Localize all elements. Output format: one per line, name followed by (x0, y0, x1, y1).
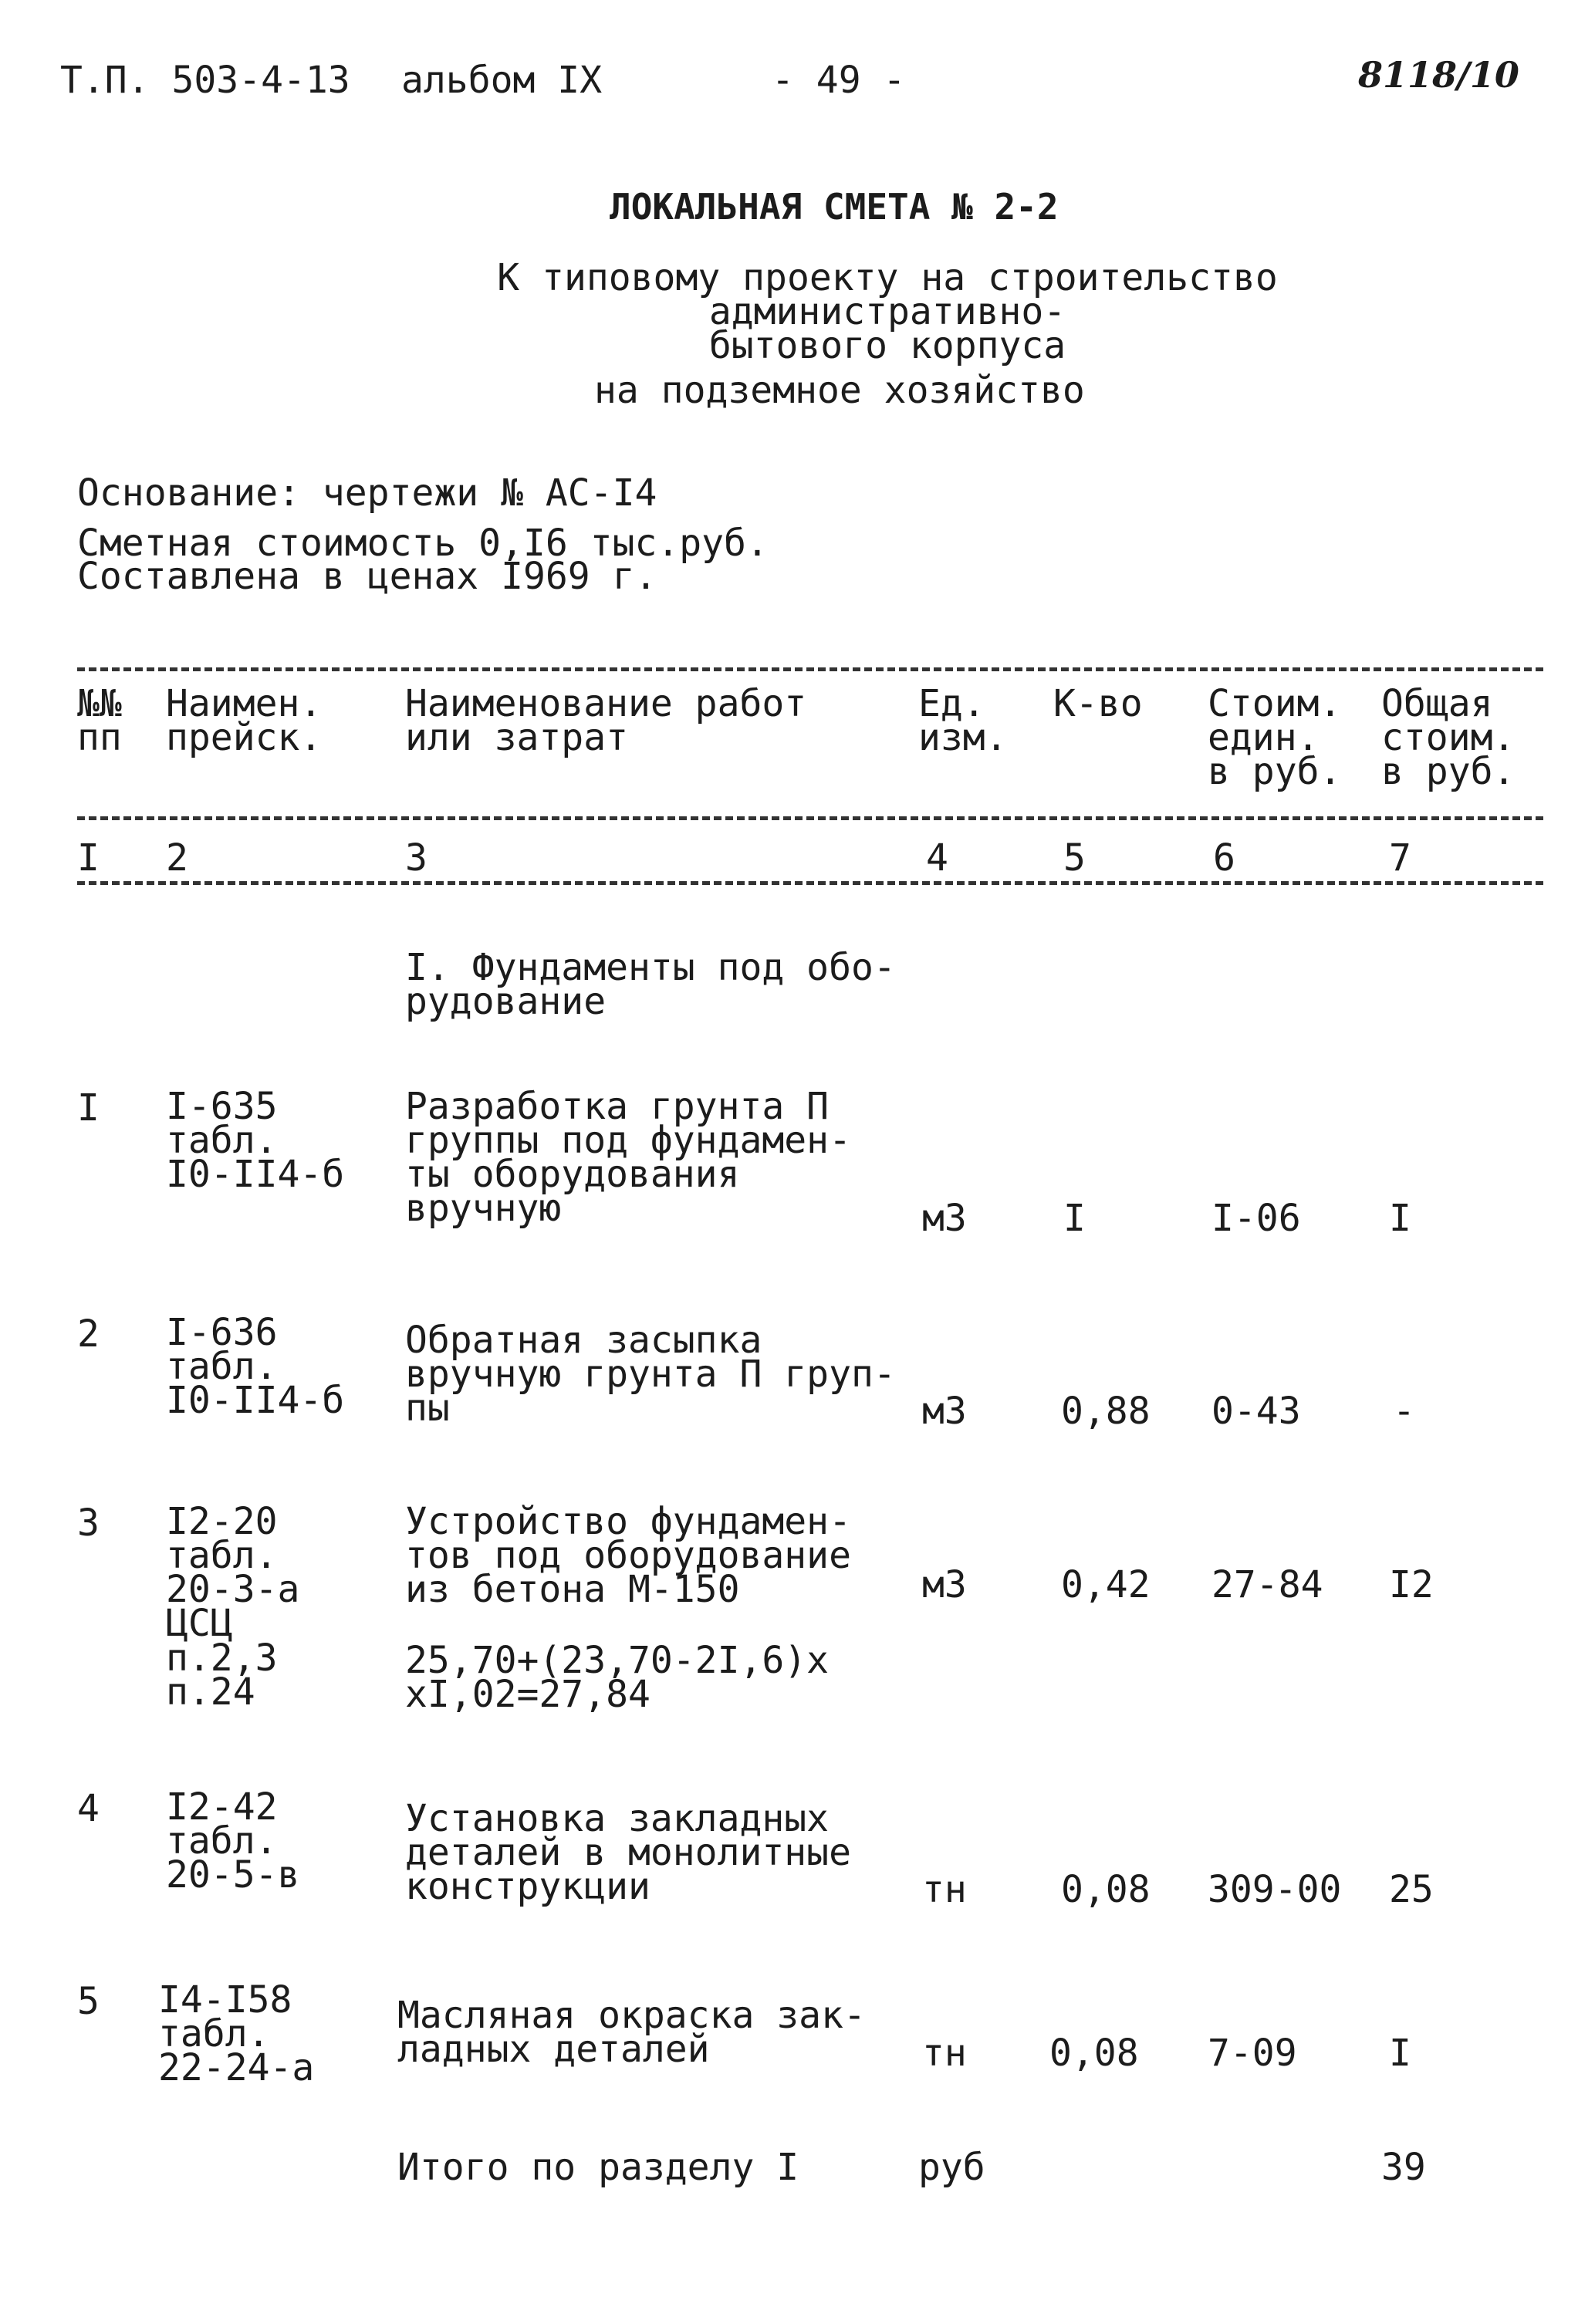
colnum-7: 7 (1389, 836, 1411, 880)
header-total: Общая стоим. в руб. (1381, 682, 1516, 794)
row-unit: м3 (922, 1563, 967, 1606)
header-num: №№ пп (77, 682, 122, 760)
row-unit-cost: 27-84 (1211, 1563, 1323, 1606)
row-unit-cost: I-06 (1211, 1197, 1301, 1240)
row-code: I-636 табл. I0-II4-б (166, 1311, 345, 1423)
colnum-bottom-rule (77, 881, 1543, 885)
row-qty: 0,88 (1061, 1390, 1151, 1433)
row-total: I2 (1389, 1563, 1434, 1606)
row-total: I (1389, 2032, 1411, 2075)
row-name: Обратная засыпка вручную грунта П груп- пы (405, 1319, 896, 1431)
row-qty: 0,42 (1061, 1563, 1151, 1606)
row-unit: м3 (922, 1197, 967, 1240)
colnum-2: 2 (166, 836, 188, 880)
row-unit: тн (922, 2032, 967, 2075)
row-unit-cost: 7-09 (1208, 2032, 1297, 2075)
colnum-6: 6 (1213, 836, 1235, 880)
table-top-rule (77, 667, 1543, 671)
row-unit-cost: 0-43 (1211, 1390, 1301, 1433)
row-name: Масляная окраска зак- ладных деталей (397, 1994, 866, 2072)
row-num: 5 (77, 1980, 100, 2023)
row-name: Разработка грунта П группы под фундамен- ты оборудования вручную (405, 1085, 851, 1231)
header-unit-cost: Стоим. един. в руб. (1208, 682, 1342, 794)
row-qty: 0,08 (1061, 1868, 1151, 1911)
document-code: 8118/10 (1358, 54, 1519, 96)
row-unit: тн (922, 1868, 967, 1911)
row-qty: 0,08 (1049, 2032, 1139, 2075)
row-total: - (1393, 1390, 1415, 1433)
row-code: I2-42 табл. 20-5-в (166, 1785, 300, 1897)
header-name: Наименование работ или затрат (405, 682, 807, 760)
header-code: Наимен. прейск. (166, 682, 323, 760)
row-num: 2 (77, 1312, 100, 1356)
header-unit: Ед. изм. (918, 682, 1008, 760)
prices-line: Составлена в ценах I969 г. (77, 555, 657, 598)
row-code: I2-20 табл. 20-3-а ЦСЦ п.2,3 п.24 (166, 1500, 300, 1714)
page-number: - 49 - (772, 59, 906, 102)
basis-line: Основание: чертежи № АС-I4 (77, 471, 657, 515)
section-title: I. Фундаменты под обо- рудование (405, 946, 896, 1024)
row-num: I (77, 1086, 100, 1130)
colnum-4: 4 (926, 836, 948, 880)
row-name: Устройство фундамен- тов под оборудование из бетона М-150 (405, 1500, 851, 1612)
project-ref: Т.П. 503-4-13 (60, 59, 350, 102)
album-label: альбом IX (401, 59, 603, 102)
row-total: I (1389, 1197, 1411, 1240)
subtotal-unit: руб (918, 2146, 985, 2189)
row-name: Установка закладных деталей в монолитные конструкции (405, 1797, 851, 1909)
colnum-5: 5 (1063, 836, 1086, 880)
colnum-3: 3 (405, 836, 427, 880)
row-qty: I (1063, 1197, 1086, 1240)
row-unit: м3 (922, 1390, 967, 1433)
header-qty: К-во (1053, 682, 1143, 725)
row-unit-cost: 309-00 (1208, 1868, 1342, 1911)
row-num: 3 (77, 1501, 100, 1545)
colnum-1: I (77, 836, 100, 880)
row-code: I4-I58 табл. 22-24-а (158, 1978, 315, 2090)
row-code: I-635 табл. I0-II4-б (166, 1085, 345, 1197)
row-total: 25 (1389, 1868, 1434, 1911)
estimate-title: ЛОКАЛЬНАЯ СМЕТА № 2-2 (610, 186, 1059, 228)
header-bottom-rule (77, 816, 1543, 820)
estimate-subtitle: К типовому проекту на строительство административно- бытового корпуса (497, 256, 1278, 368)
subtotal-total: 39 (1381, 2146, 1426, 2189)
subtotal-label: Итого по разделу I (397, 2146, 799, 2189)
row-num: 4 (77, 1787, 100, 1830)
estimate-subtitle-2: на подземное хозяйство (594, 369, 1085, 412)
row-calc-note: 25,70+(23,70-2I,6)х хI,02=27,84 (405, 1639, 830, 1717)
cost-line: Сметная стоимость 0,I6 тыс.руб. (77, 522, 769, 565)
